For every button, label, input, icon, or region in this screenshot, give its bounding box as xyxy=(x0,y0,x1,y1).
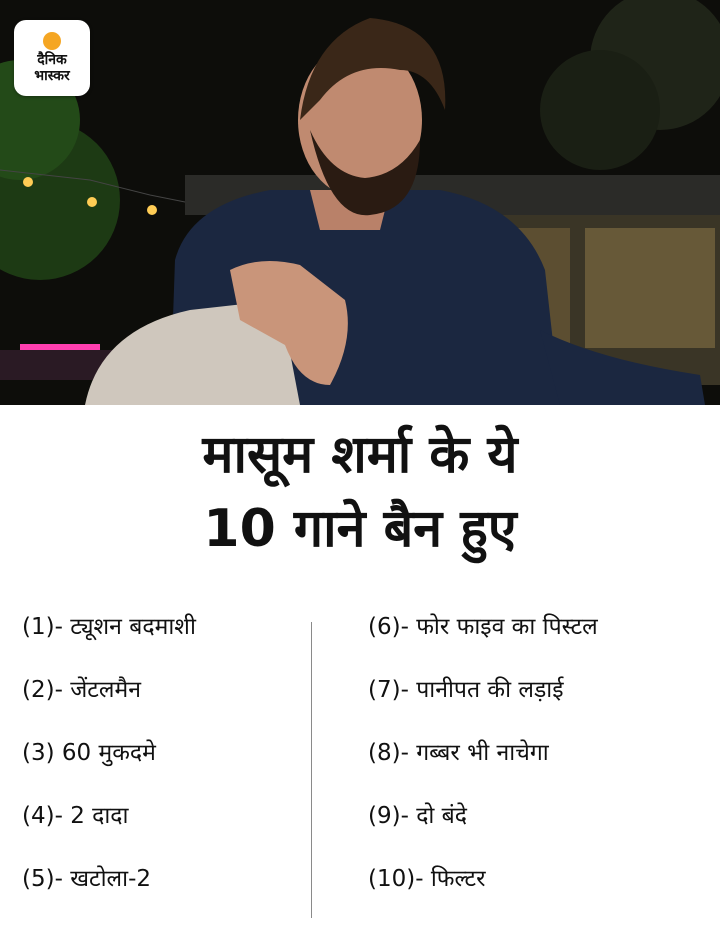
song-item: (7)- पानीपत की लड़ाई xyxy=(368,677,564,703)
logo-text-line2: भास्कर xyxy=(34,68,70,84)
column-divider xyxy=(311,622,312,918)
song-item: (3) 60 मुकदमे xyxy=(22,740,156,766)
dainik-bhaskar-logo xyxy=(14,20,90,96)
song-item: (8)- गब्बर भी नाचेगा xyxy=(368,740,549,766)
song-item: (2)- जेंटलमैन xyxy=(22,677,141,703)
song-item: (1)- ट्यूशन बदमाशी xyxy=(22,614,196,640)
song-item: (4)- 2 दादा xyxy=(22,803,129,829)
song-list-right xyxy=(368,612,708,927)
song-item: (5)- खटोला-2 xyxy=(22,866,152,892)
headline-line1: मासूम शर्मा के ये xyxy=(202,425,518,485)
headline-line2: 10 गाने बैन हुए xyxy=(203,499,517,559)
song-item: (6)- फोर फाइव का पिस्टल xyxy=(368,614,598,640)
song-item: (10)- फिल्टर xyxy=(368,866,486,892)
song-list-left xyxy=(22,612,302,927)
singer-photo xyxy=(0,0,720,405)
logo-text-line1: दैनिक xyxy=(37,52,67,68)
song-item: (9)- दो बंदे xyxy=(368,803,468,829)
photo-illustration xyxy=(0,0,720,405)
headline xyxy=(0,418,720,566)
sun-icon xyxy=(43,32,61,50)
